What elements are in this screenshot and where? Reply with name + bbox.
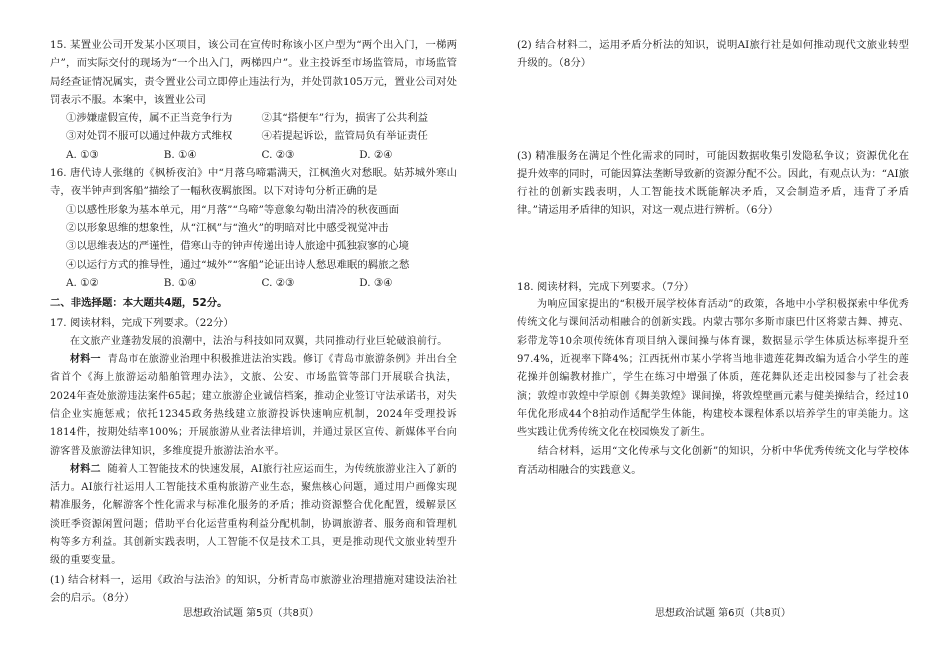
q16-stem: 16. 唐代诗人张继的《枫桥夜泊》中“月落乌啼霜满天，江枫渔火对愁眠。姑苏城外寒山寺，夜半钟声到客船”描绘了一幅秋夜羁旅图。以下对诗句分析正确的是	[50, 167, 457, 198]
page-footer-left: 思想政治试题 第5页（共8页）	[183, 608, 319, 619]
left-page-column	[50, 36, 457, 607]
q15-option-3: ③对处罚不服可以通过仲裁方式维权	[66, 130, 233, 143]
q16-option-3: ③以思维表达的严谨性，借寒山寺的钟声传递出诗人旅途中孤独寂寥的心境	[66, 240, 409, 253]
q18-header: 18. 阅读材料，完成下列要求。（7分）	[517, 280, 695, 293]
q16-option-4: ④以运行方式的推导性，通过“城外”“客船”论证出诗人愁思难眠的羁旅之愁	[66, 258, 410, 271]
q15-option-1: ①涉嫌虚假宣传，属不正当竞争行为	[66, 112, 233, 125]
q15-option-2: ②其“搭便车”行为，损害了公共利益	[261, 112, 428, 125]
q15-stem: 15. 某置业公司开发某小区项目，该公司在宣传时称该小区户型为“两个出入门，一梯两户”，而实际交付的现场为“一个出入门，两梯四户”。业主投诉至市场监管局，市场监管局经查证情况属实，责令置业公司立即停止违法行为，并处罚款105万元，置业公司对处罚表示不服。本案中，该置业公司	[50, 39, 457, 106]
q18-material: 为响应国家提出的“积极开展学校体育活动”的政策，各地中小学积极探索中华优秀传统文化与课间活动相融合的创新实践。内蒙古鄂尔多斯市康巴什区将蒙古舞、搏克、彩带龙等10余项传统体育项目纳入课间操与体育课，数据显示学生体质达标率提升至97.4%，近视率下降4%；江西抚州市某小学将当地非遗莲花舞改编为适合小学生的莲花操并创编教材推广，学生在练习中增强了体质，莲花舞队还走出校园参与了社会表演；敦煌市敦煌中学原创《舞美敦煌》课间操，将敦煌壁画元素与健美操结合，经过10年优化形成44个8拍动作适配学生体能，构建校本课程体系以培养学生的审美能力。这些实践让优秀传统文化在校园焕发了新生。	[517, 299, 909, 439]
q16-choice-a: A. ①②	[66, 276, 99, 289]
q17-subquestion-3: (3) 精准服务在满足个性化需求的同时，可能因数据收集引发隐私争议；资源优化在提升效率的同时，可能因算法垄断导致新的资源分配不公。因此，有观点认为：“AI旅行社的创新实践表明，人工智能技术既能解决矛盾，又会制造矛盾，违背了矛盾律。”请运用矛盾律的知识，对这一观点进行辨析。（6分）	[517, 149, 909, 217]
q16-choice-d: D. ③④	[359, 276, 393, 289]
right-page-column	[517, 36, 909, 479]
page-footer-right: 思想政治试题 第6页（共8页）	[655, 608, 791, 619]
q15-choice-c: C. ②③	[261, 148, 295, 161]
q15-choices	[50, 146, 457, 164]
q17-material-2-text: 随着人工智能技术的快速发展，AI旅行社应运而生，为传统旅游业注入了新的活力。AI旅行社运用人工智能技术重构旅游产业生态，聚焦核心问题，通过用户画像实现精准服务，化解游客个性化需求与标准化服务的矛盾；推动资源整合优化配置，缓解景区淡旺季资源闲置问题；借助平台化运营重构利益分配机制，协调旅游者、服务商和管理机构等多方利益。其创新实践表明，人工智能不仅是技术工具，更是推动现代文旅业转型升级的重要变量。	[50, 463, 457, 567]
q16-choices	[50, 274, 457, 292]
q15-options-row-1	[50, 109, 457, 127]
q17-header: 17. 阅读材料，完成下列要求。（22分）	[50, 317, 234, 330]
q16-choice-b: B. ①④	[163, 276, 197, 289]
q16-option-1: ①以感性形象为基本单元，用“月落”“乌啼”等意象勾勒出清冷的秋夜画面	[66, 203, 399, 216]
question-15	[50, 36, 457, 164]
q15-option-4: ④若提起诉讼，监管局负有举证责任	[261, 130, 428, 143]
question-17	[50, 314, 457, 607]
q15-choice-a: A. ①③	[66, 148, 99, 161]
q15-options-row-2	[50, 127, 457, 145]
q17-material-2-label: 材料二	[70, 463, 101, 475]
q15-choice-d: D. ②④	[359, 148, 393, 161]
q17-material-1	[50, 351, 457, 461]
question-18	[517, 278, 909, 479]
q17-material-1-label: 材料一	[70, 354, 101, 366]
question-16	[50, 164, 457, 292]
q18-task: 结合材料，运用“文化传承与文化创新”的知识，分析中华优秀传统文化与学校体育活动相融合的实践意义。	[517, 445, 909, 476]
q16-option-2: ②以形象思维的想象性，从“江枫”与“渔火”的明暗对比中感受视觉冲击	[66, 221, 389, 234]
q17-subquestion-1: (1) 结合材料一，运用《政治与法治》的知识，分析青岛市旅游业治理措施对建设法治社会的启示。（8分）	[50, 573, 457, 604]
q15-choice-b: B. ①④	[163, 148, 197, 161]
section-2-heading: 二、非选择题：本大题共4题，52分。	[50, 297, 228, 310]
q17-material-1-text: 青岛市在旅游业治理中积极推进法治实践。修订《青岛市旅游条例》并出台全省首个《海上旅游运动船舶管理办法》，文旅、公安、市场监管等部门开展联合执法，2024年查处旅游违法案件65起；建立旅游企业诚信档案，推动企业签订守法承诺书，对失信企业实施惩戒；依托12345政务热线建立旅游投诉快速响应机制，2024年受理投诉1814件，按期处结率100%；开展旅游从业者法律培训，并通过景区宣传、新媒体平台向游客普及旅游法律知识，多维度提升旅游法治水平。	[50, 354, 457, 457]
q16-choice-c: C. ②③	[261, 276, 295, 289]
q17-material-2	[50, 461, 457, 571]
q17-subquestion-2: (2) 结合材料二，运用矛盾分析法的知识，说明AI旅行社是如何推动现代文旅业转型升级的。（8分）	[517, 39, 909, 70]
q17-intro: 在文旅产业蓬勃发展的浪潮中，法治与科技如同双翼，共同推动行业巨轮破浪前行。	[70, 335, 448, 347]
